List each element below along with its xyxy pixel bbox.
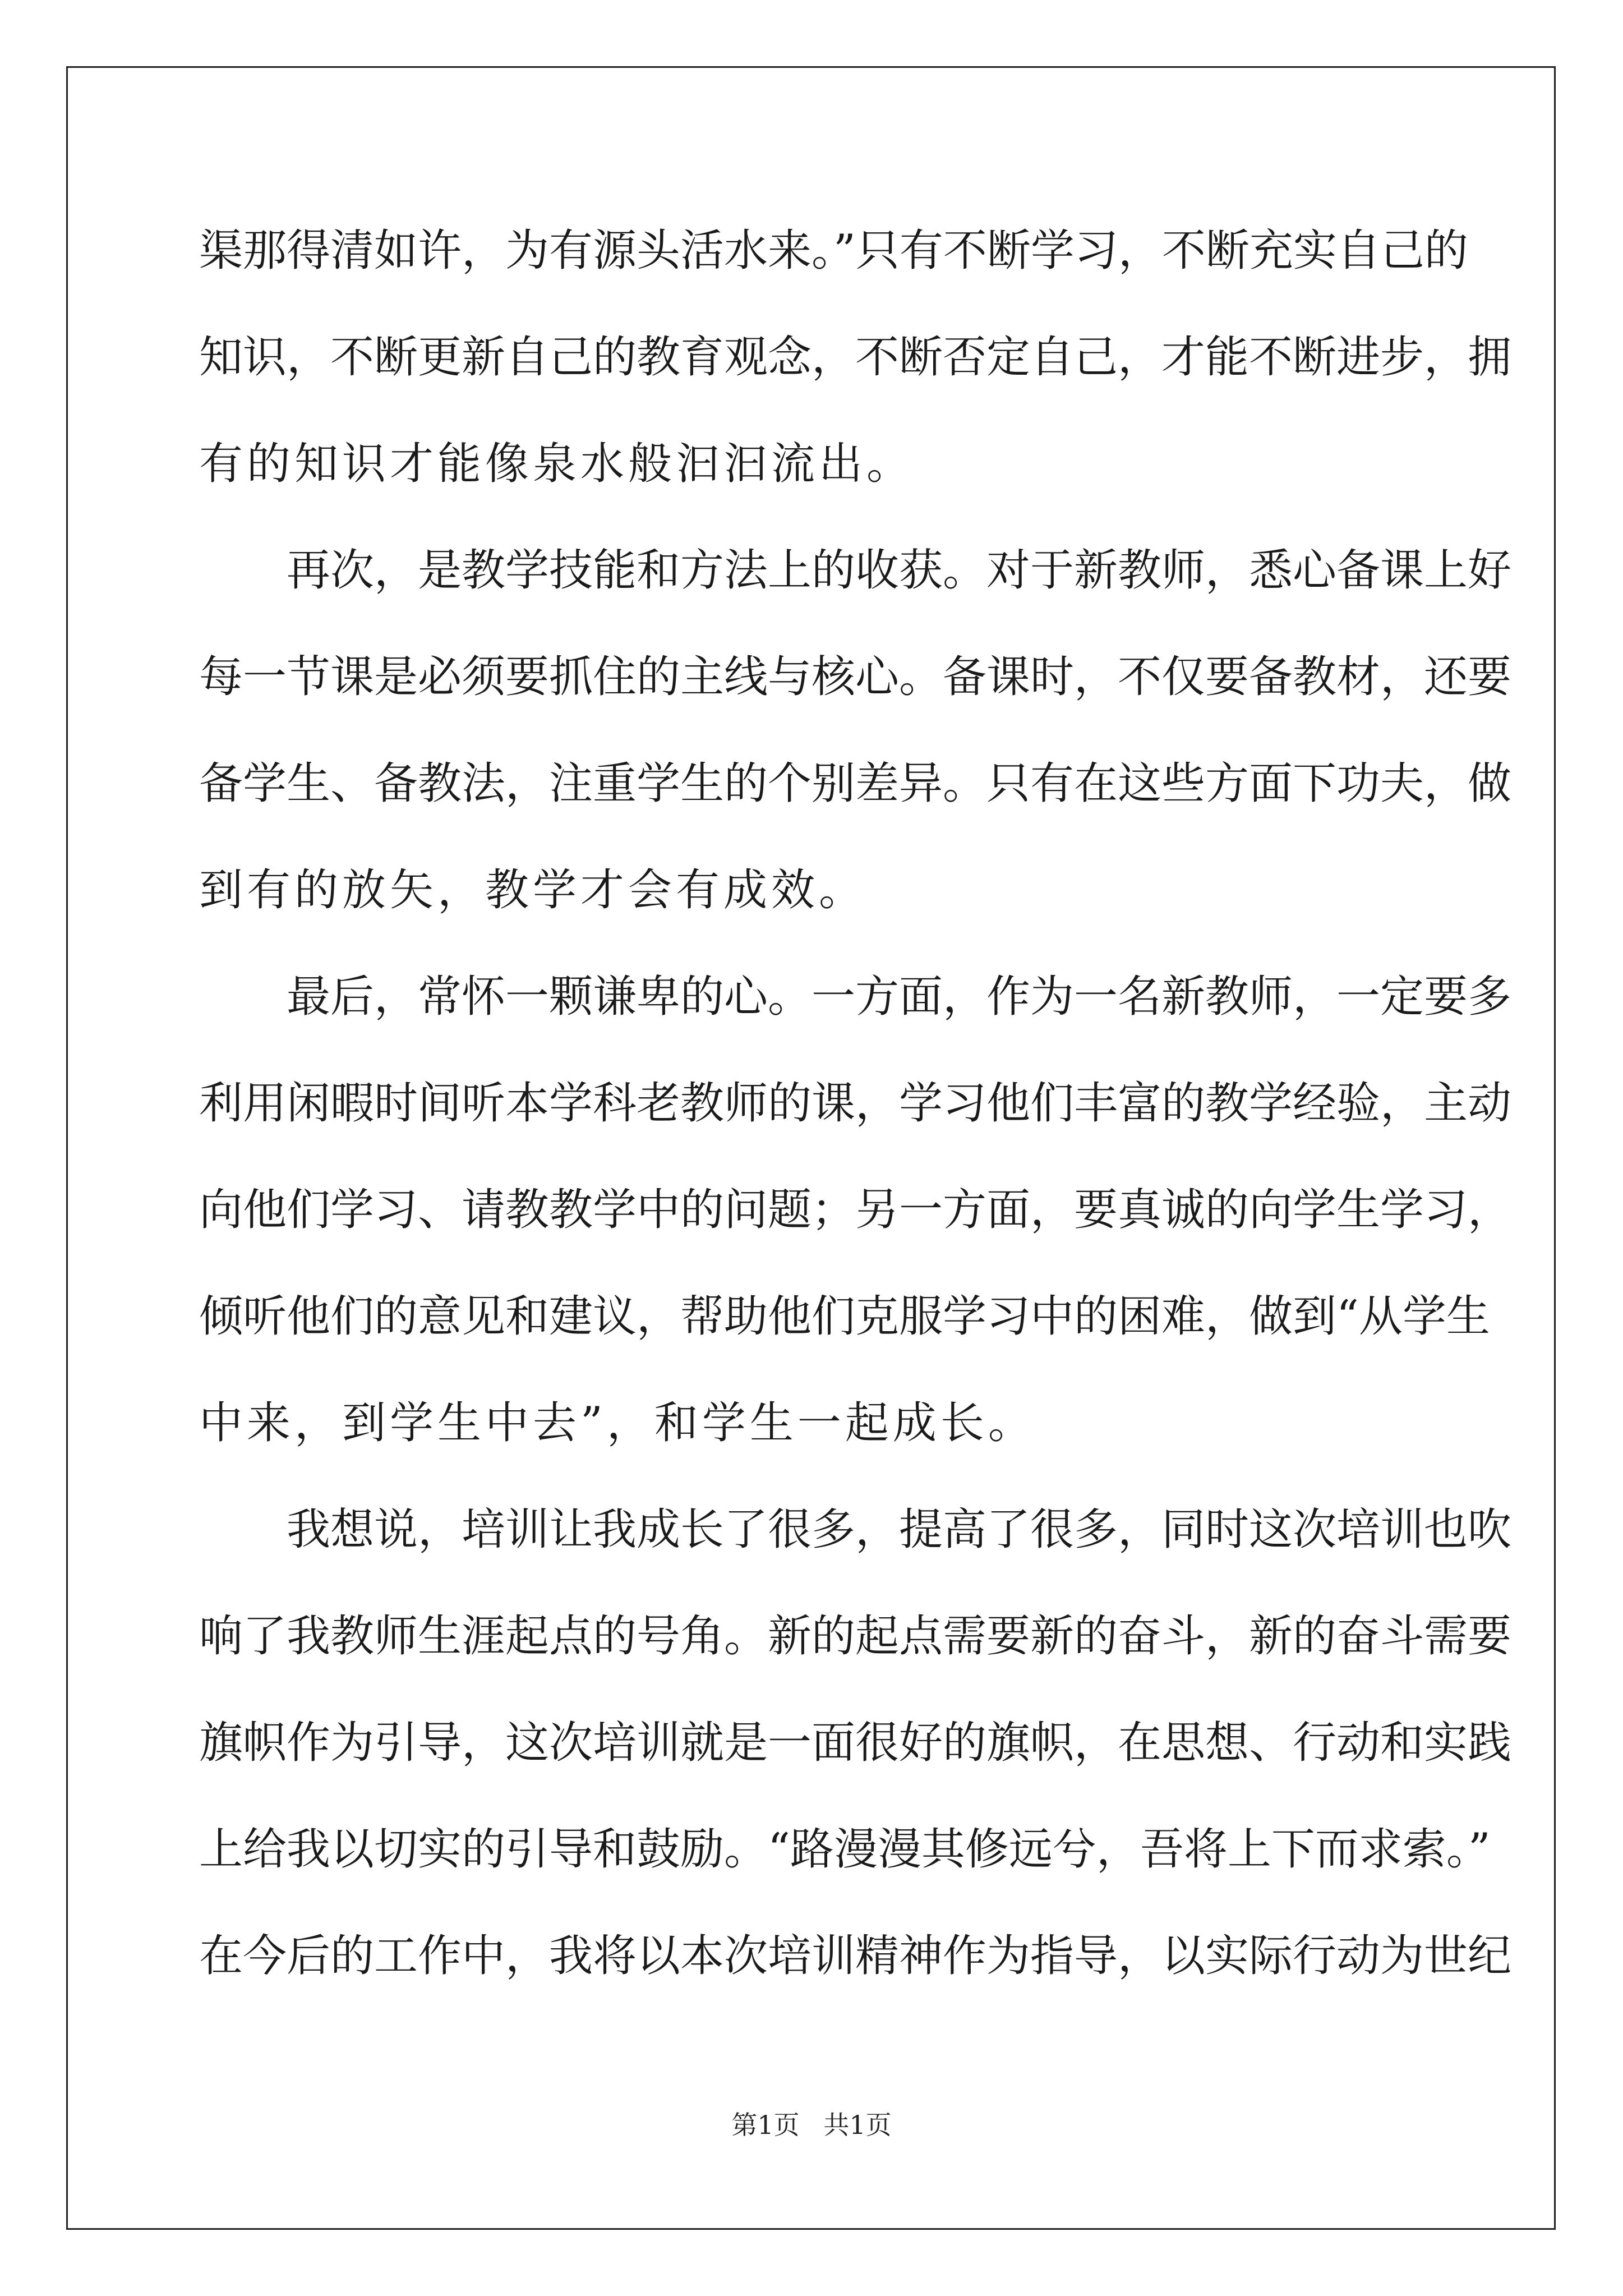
text-line [199, 1701, 1512, 1807]
text-line [199, 1168, 1512, 1274]
text-line [199, 1594, 1512, 1701]
text-line [199, 1488, 1512, 1594]
text-line [199, 1274, 1490, 1381]
text-line [199, 209, 1468, 315]
line-text: 到有的放矢，教学才会有成效。 [199, 865, 867, 915]
line-text: 备学生、备教法，注重学生的个别差异。只有在这些方面下功夫，做 [199, 758, 1512, 809]
line-text: 利用闲暇时间听本学科老教师的课，学习他们丰富的教学经验，主动 [199, 1078, 1512, 1129]
line-text: 倾听他们的意见和建议，帮助他们克服学习中的困难，做到“从学生 [199, 1291, 1490, 1342]
line-text: 旗帜作为引导，这次培训就是一面很好的旗帜，在思想、行动和实践 [199, 1718, 1512, 1768]
text-line [199, 422, 1427, 528]
line-text: 最后，常怀一颗谦卑的心。一方面，作为一名新教师，一定要多 [287, 972, 1512, 1022]
text-line [199, 742, 1512, 848]
line-text: 渠那得清如许，为有源头活水来。”只有不断学习，不断充实自己的 [199, 226, 1468, 276]
line-text: 知识，不断更新自己的教育观念，不断否定自己，才能不断进步，拥 [199, 332, 1512, 383]
page-number: 第1页 [731, 2110, 800, 2140]
line-text: 每一节课是必须要抓住的主线与核心。备课时，不仅要备教材，还要 [199, 652, 1512, 702]
line-text: 我想说，培训让我成长了很多，提高了很多，同时这次培训也吹 [287, 1504, 1512, 1555]
text-line [199, 635, 1512, 742]
line-text: 有的知识才能像泉水般汩汩流出。 [199, 439, 915, 489]
page-total: 共1页 [823, 2110, 892, 2140]
text-line [199, 848, 1427, 955]
line-text: 上给我以切实的引导和鼓励。“路漫漫其修远兮，吾将上下而求索。” [199, 1824, 1491, 1875]
line-text: 再次，是教学技能和方法上的收获。对于新教师，悉心备课上好 [287, 545, 1512, 596]
text-line [199, 1807, 1491, 1914]
text-line [199, 1381, 1427, 1488]
line-text: 响了我教师生涯起点的号角。新的起点需要新的奋斗，新的奋斗需要 [199, 1611, 1512, 1662]
line-text: 在今后的工作中，我将以本次培训精神作为指导，以实际行动为世纪 [199, 1931, 1512, 1981]
line-text: 中来，到学生中去”，和学生一起成长。 [199, 1398, 1036, 1448]
line-text: 向他们学习、请教教学中的问题；另一方面，要真诚的向学生学习， [199, 1185, 1512, 1235]
text-line [199, 1914, 1512, 2021]
text-line [199, 528, 1512, 635]
document-body [199, 209, 1512, 2021]
page-footer [0, 2105, 1623, 2142]
text-line [199, 315, 1512, 422]
text-line [199, 955, 1512, 1061]
text-line [199, 1061, 1512, 1168]
